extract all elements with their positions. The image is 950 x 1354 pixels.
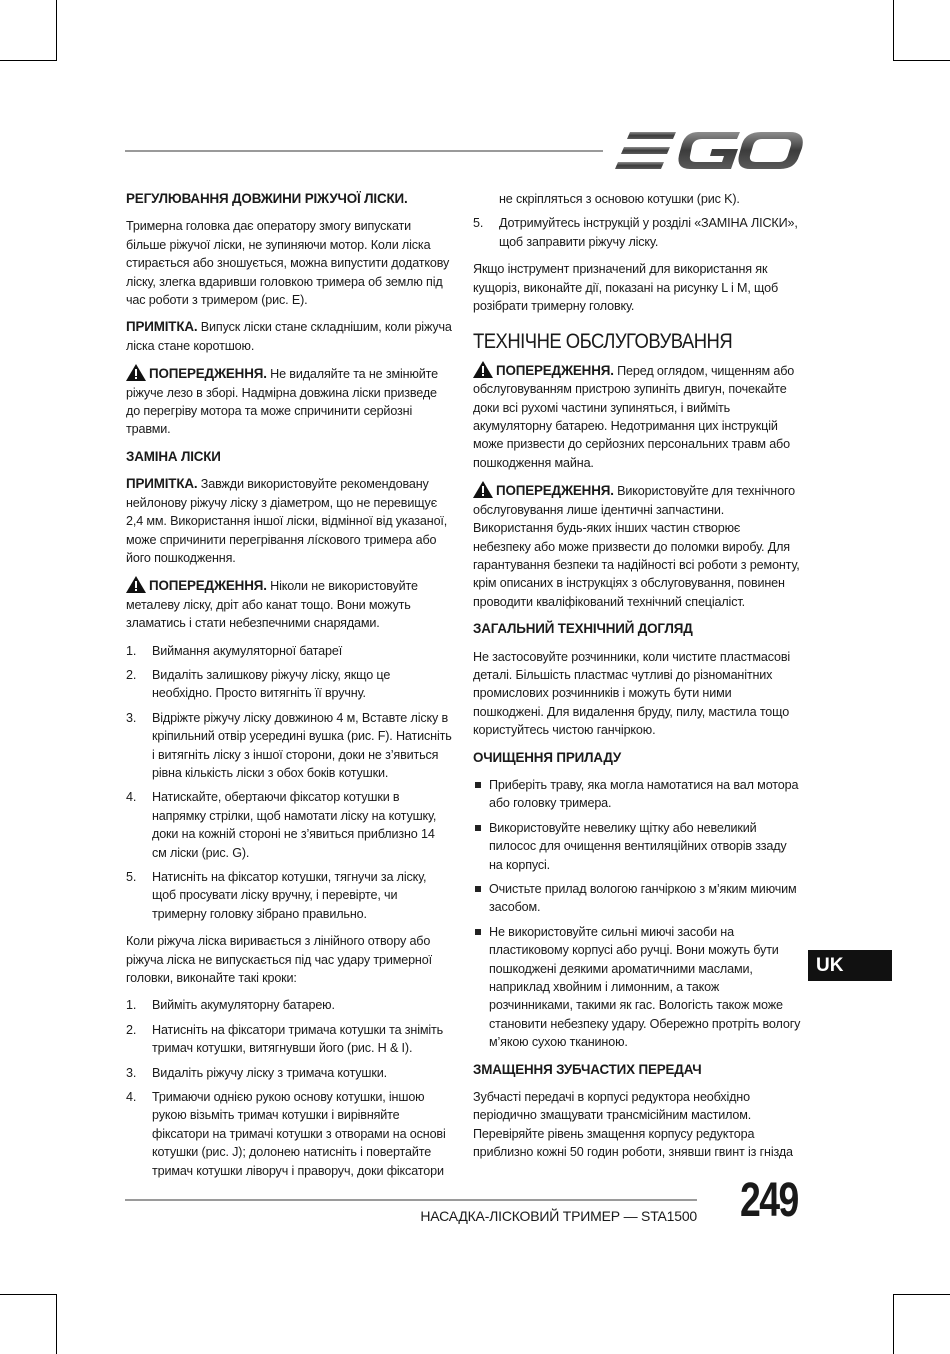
warning-triangle-icon (126, 364, 146, 381)
list-item (126, 788, 452, 862)
square-bullet-icon (475, 825, 481, 831)
general-care-paragraph: Не застосовуйте розчинники, коли чистите пластмасові деталі. Більшість пластмас чутливі до різноманітних промислових розчинників і можуть бути ними пошкоджені. Для видалення бруду, пилу, мастила тощо користуйтесь чистою ганчіркою. (473, 649, 791, 738)
list-item (126, 996, 452, 1014)
warning-paragraph (126, 364, 452, 439)
warning-label: ПОПЕРЕДЖЕННЯ. (496, 483, 614, 499)
crop-mark (893, 60, 950, 61)
note-paragraph (126, 318, 452, 355)
note-label: ПРИМІТКА. (126, 476, 198, 492)
list-item (473, 923, 801, 1052)
warning-label: ПОПЕРЕДЖЕННЯ. (149, 578, 267, 594)
note-text: Завжди використовуйте рекомендовану нейлонову ріжучу ліску з діаметром, що не перевищує 2,4 мм. Використання іншої ліски, відмінної від указаної, може спричинити перегрівання лíскового тримера або його пошкодження. (126, 477, 448, 565)
list-item (473, 214, 801, 251)
hedge-paragraph: Якщо інструмент призначений для використання як кущоріз, виконайте дії, показані на рисунку L і M, щоб розібрати тримерну головку. (473, 262, 779, 314)
line-break-paragraph: Коли ріжуча ліска виривається з лінійного отвору або ріжуча ліска не випускається під час удару тримерної головки, виконайте такі кроки: (126, 934, 432, 986)
line-adjust-paragraph: Тримерна головка дає оператору змогу випускати більше ріжучої ліски, не зупиняючи мотор. Коли ліска стирається або зношується, можна випустити додаткову ліску, злегка вдаривши головкою тримера об землю під час роботи з тримером (рис. E). (126, 219, 450, 308)
warning-paragraph (473, 481, 801, 611)
step-text: Видаліть залишкову ріжучу ліску, якщо це необхідно. Просто витягніть її вручну. (152, 667, 391, 701)
note-paragraph (126, 475, 452, 567)
step-number: 2. (126, 1022, 137, 1037)
header-rule (125, 150, 603, 152)
step-text: Відріжте ріжучу ліску довжиною 4 м, Вставте ліску в кріпильний отвір усередині вушка (рис. F). Натисніть і витягніть ліску з іншої сторони, доки не з’явиться рівна кількість ліски з обох боків котушки. (152, 710, 452, 780)
note-text: Випуск ліски стане складнішим, коли ріжуча ліска стане коротшою. (126, 320, 452, 353)
warning-paragraph (126, 576, 452, 632)
bullet-text: Приберіть траву, яка могла намотатися на вал мотора або головку тримера. (489, 777, 799, 811)
step-number: 3. (126, 1065, 137, 1080)
crop-mark (893, 1294, 894, 1354)
crop-mark (56, 1294, 57, 1354)
list-item (126, 1088, 452, 1180)
list-item (126, 1064, 452, 1082)
footer-title: НАСАДКА-ЛІСКОВИЙ ТРИМЕР — STA1500 (420, 1208, 697, 1224)
step-text: Натисніть на фіксатори тримача котушки та зніміть тримач котушки, витягнувши його (рис. H & I). (152, 1022, 444, 1056)
step-continuation: не скріпляться з основою котушки (рис K). (499, 192, 740, 206)
warning-triangle-icon (126, 576, 146, 593)
language-tab: UK (808, 950, 892, 981)
step-number: 5. (126, 870, 137, 884)
crop-mark (893, 0, 894, 60)
steps-list-replace (126, 642, 452, 924)
square-bullet-icon (475, 929, 481, 935)
warning-triangle-icon (473, 481, 493, 498)
warning-label: ПОПЕРЕДЖЕННЯ. (496, 362, 614, 378)
section-heading-replace-line: ЗАМІНА ЛІСКИ (126, 448, 221, 464)
list-item (126, 666, 452, 703)
warning-triangle-icon (473, 361, 493, 378)
bullet-text: Очистьте прилад вологою ганчіркою з м’яким миючим засобом. (489, 882, 797, 915)
warning-paragraph (473, 361, 801, 472)
step-number: 2. (126, 667, 137, 682)
warning-text: Ніколи не використовуйте металеву ліску, дріт або канат тощо. Вони можуть зламатись і стати небезпечними снарядами. (126, 579, 418, 631)
crop-mark (0, 60, 57, 61)
step-text: Дотримуйтесь інструкцій у розділі «ЗАМІНА ЛІСКИ», щоб заправити ріжучу ліску. (499, 216, 798, 249)
section-heading-cleaning: ОЧИЩЕННЯ ПРИЛАДУ (473, 749, 622, 765)
step-text: Натискайте, обертаючи фіксатор котушки в напрямку стрілки, щоб намотати ліску на котушку, доки на кожній стороні не з’явиться приблизно 14 см ліски (рис. G). (152, 790, 437, 860)
cleaning-list (473, 776, 801, 1052)
bullet-text: Використовуйте невелику щітку або невеликий пилосос для очищення вентиляційних отворів ззаду на корпусі. (489, 820, 787, 872)
note-label: ПРИМІТКА. (126, 319, 198, 335)
list-item (126, 868, 452, 923)
step-number: 3. (126, 710, 137, 725)
step-text: Вийміть акумуляторну батарею. (152, 998, 335, 1013)
warning-text: Використовуйте для технічного обслуговування лише ідентичні запчастини. Використання будь-яких інших частин створює небезпеку або може призвести до поломки виробу. Для гарантування безпеки та надійності всі роботи з ремонту, крім описаних в інструкціях з обслуговування, повинен проводити кваліфікований технічний спеціаліст. (473, 484, 800, 609)
warning-label: ПОПЕРЕДЖЕННЯ. (149, 366, 267, 382)
step-text: Виймання акумуляторної батареї (152, 643, 343, 658)
gear-paragraph: Зубчасті передачі в корпусі редуктора необхідно періодично змащувати трансмісійним мастилом. Перевіряйте рівень змащення корпусу редуктора приблизно кожні 50 годин роботи, знявши гвинт із гнізда (473, 1090, 793, 1160)
section-heading-gear-lubrication: ЗМАЩЕННЯ ЗУБЧАСТИХ ПЕРЕДАЧ (473, 1061, 702, 1077)
left-column (126, 190, 452, 1189)
crop-mark (893, 1294, 950, 1295)
steps-list-spool (126, 996, 452, 1180)
footer-rule (125, 1199, 697, 1201)
square-bullet-icon (475, 886, 481, 892)
warning-text: Перед оглядом, чищенням або обслуговуванням пристрою зупиніть двигун, почекайте доки всі рухомі частини зупиняться, і вийміть акумуляторну батарею. Недотримання цих інструкцій може призвести до серйозних персональних травм або пошкодження майна. (473, 363, 795, 470)
section-heading-general-care: ЗАГАЛЬНИЙ ТЕХНІЧНИЙ ДОГЛЯД (473, 621, 693, 637)
step-number: 1. (126, 998, 137, 1013)
ego-logo (614, 128, 804, 174)
crop-mark (0, 1294, 57, 1295)
square-bullet-icon (475, 782, 481, 788)
list-item (126, 1021, 452, 1058)
crop-mark (56, 0, 57, 60)
page-number: 249 (740, 1174, 798, 1227)
list-item (473, 776, 801, 813)
section-heading-line-adjust: РЕГУЛЮВАННЯ ДОВЖИНИ РІЖУЧОЇ ЛІСКИ. (126, 191, 408, 206)
list-item (126, 642, 452, 660)
list-item (473, 880, 801, 917)
list-item (126, 709, 452, 783)
step-text: Видаліть ріжучу ліску з тримача котушки. (152, 1065, 387, 1080)
step-text: Натисніть на фіксатор котушки, тягнучи за ліску, щоб просувати ліску вручну, і перевірте, чи тримерну головку зібрано правильно. (152, 870, 427, 921)
right-column (473, 190, 801, 1171)
list-item (473, 819, 801, 874)
step-number: 4. (126, 790, 137, 805)
steps-list-continued (473, 214, 801, 251)
step-number: 1. (126, 643, 137, 658)
section-title-maintenance: ТЕХНІЧНЕ ОБСЛУГОВУВАННЯ (473, 330, 733, 354)
step-text: Тримаючи однією рукою основу котушки, іншою рукою візьміть тримач котушки і вирівняйте фіксатори на тримачі котушки з отворами на основі котушки (рис. J); долонею натисніть і повертайте тримач котушки ліворуч і праворуч, доки фіксатори (152, 1090, 446, 1178)
bullet-text: Не використовуйте сильні миючі засоби на пластиковому корпусі або ручці. Вони можуть бути пошкоджені деякими ароматичними маслами, наприклад хвойним і лимонним, а також розчинниками, такими як гас. Вологість також може становити небезпеку удару. Обережно протріть вологу м’якою сухою тканиною. (489, 924, 801, 1050)
warning-text: Не видаляйте та не змінюйте ріжуче лезо в зборі. Надмірна довжина ліски призведе до перегріву мотора та може спричинити серйозні травми. (126, 367, 438, 437)
step-number: 5. (473, 216, 484, 231)
step-number: 4. (126, 1090, 137, 1105)
